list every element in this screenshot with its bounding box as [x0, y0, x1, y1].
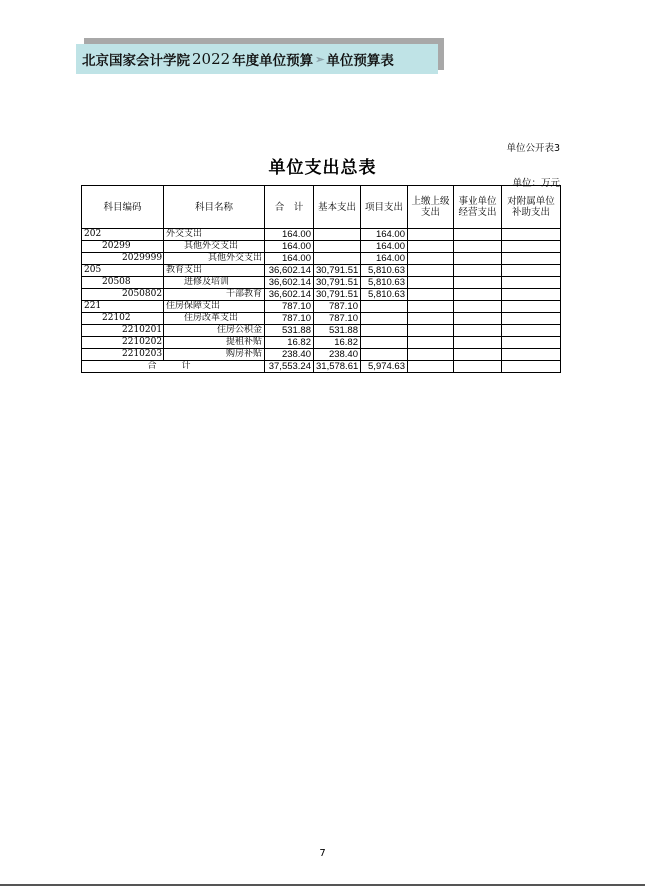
cell-subsidy	[502, 301, 561, 313]
total-subsidy	[502, 361, 561, 373]
cell-basic: 16.82	[314, 337, 361, 349]
cell-basic	[314, 229, 361, 241]
cell-subsidy	[502, 337, 561, 349]
cell-basic: 787.10	[314, 301, 361, 313]
cell-subsidy	[502, 229, 561, 241]
table-row	[82, 301, 561, 313]
cell-business	[454, 265, 502, 277]
cell-code: 2210202	[82, 337, 164, 349]
cell-name: 住房公积金	[164, 325, 265, 337]
cell-business	[454, 337, 502, 349]
header-year: 2022	[192, 50, 231, 68]
cell-subsidy	[502, 289, 561, 301]
col-header-basic: 基本支出	[314, 186, 361, 229]
cell-subsidy	[502, 313, 561, 325]
cell-business	[454, 313, 502, 325]
table-header-row	[82, 186, 561, 229]
cell-upper	[408, 301, 454, 313]
header-banner	[76, 44, 438, 74]
cell-upper	[408, 313, 454, 325]
cell-code: 2029999	[82, 253, 164, 265]
cell-business	[454, 277, 502, 289]
header-suffix: 年度单位预算	[232, 53, 314, 69]
table-row	[82, 337, 561, 349]
total-project: 5,974.63	[361, 361, 408, 373]
table-row	[82, 253, 561, 265]
cell-business	[454, 325, 502, 337]
cell-total: 164.00	[265, 241, 314, 253]
cell-basic: 238.40	[314, 349, 361, 361]
table-row	[82, 241, 561, 253]
cell-code: 20299	[82, 241, 164, 253]
total-row	[82, 361, 561, 373]
cell-basic	[314, 253, 361, 265]
cell-subsidy	[502, 253, 561, 265]
cell-name: 外交支出	[164, 229, 265, 241]
cell-name: 其他外交支出	[164, 241, 265, 253]
cell-upper	[408, 229, 454, 241]
footer-divider	[0, 884, 645, 886]
cell-name: 进修及培训	[164, 277, 265, 289]
table-row	[82, 277, 561, 289]
cell-total: 531.88	[265, 325, 314, 337]
col-header-name: 科目名称	[164, 186, 265, 229]
cell-code: 2210201	[82, 325, 164, 337]
cell-basic: 30,791.51	[314, 265, 361, 277]
cell-subsidy	[502, 265, 561, 277]
cell-business	[454, 289, 502, 301]
cell-subsidy	[502, 241, 561, 253]
cell-total: 16.82	[265, 337, 314, 349]
cell-total: 164.00	[265, 229, 314, 241]
col-header-subsidy: 对附属单位补助支出	[502, 186, 561, 229]
col-header-code: 科目编码	[82, 186, 164, 229]
cell-project: 5,810.63	[361, 277, 408, 289]
cell-basic	[314, 241, 361, 253]
cell-upper	[408, 277, 454, 289]
cell-upper	[408, 241, 454, 253]
cell-upper	[408, 325, 454, 337]
cell-business	[454, 301, 502, 313]
total-business	[454, 361, 502, 373]
total-total: 37,553.24	[265, 361, 314, 373]
cell-code: 221	[82, 301, 164, 313]
table-row	[82, 325, 561, 337]
cell-name: 住房保障支出	[164, 301, 265, 313]
cell-name: 住房改革支出	[164, 313, 265, 325]
table-row	[82, 349, 561, 361]
cell-basic: 30,791.51	[314, 289, 361, 301]
cell-total: 36,602.14	[265, 265, 314, 277]
cell-project	[361, 325, 408, 337]
cell-project: 164.00	[361, 241, 408, 253]
header-separator-icon: ➢	[315, 52, 325, 66]
table-row	[82, 289, 561, 301]
col-header-business: 事业单位经营支出	[454, 186, 502, 229]
cell-project: 5,810.63	[361, 265, 408, 277]
table-row	[82, 313, 561, 325]
cell-project	[361, 337, 408, 349]
total-upper	[408, 361, 454, 373]
cell-project	[361, 313, 408, 325]
cell-project	[361, 301, 408, 313]
cell-code: 2210203	[82, 349, 164, 361]
cell-project	[361, 349, 408, 361]
cell-project: 5,810.63	[361, 289, 408, 301]
cell-name: 提租补贴	[164, 337, 265, 349]
cell-project: 164.00	[361, 229, 408, 241]
cell-business	[454, 241, 502, 253]
cell-code: 202	[82, 229, 164, 241]
page-number: 7	[319, 848, 326, 859]
cell-basic: 30,791.51	[314, 277, 361, 289]
col-header-total: 合 计	[265, 186, 314, 229]
cell-code: 20508	[82, 277, 164, 289]
unit-note: 单位：万元	[512, 178, 560, 189]
cell-name: 购房补贴	[164, 349, 265, 361]
col-header-project: 项目支出	[361, 186, 408, 229]
cell-code: 22102	[82, 313, 164, 325]
cell-subsidy	[502, 325, 561, 337]
table-id: 单位公开表3	[506, 143, 560, 154]
cell-name: 干部教育	[164, 289, 265, 301]
cell-basic: 787.10	[314, 313, 361, 325]
cell-subsidy	[502, 349, 561, 361]
page-title: 单位支出总表	[268, 158, 377, 178]
cell-business	[454, 253, 502, 265]
cell-total: 36,602.14	[265, 289, 314, 301]
cell-code: 2050802	[82, 289, 164, 301]
cell-total: 787.10	[265, 301, 314, 313]
cell-code: 205	[82, 265, 164, 277]
header-section: 单位预算表	[326, 53, 394, 69]
cell-total: 164.00	[265, 253, 314, 265]
cell-name: 教育支出	[164, 265, 265, 277]
cell-upper	[408, 337, 454, 349]
cell-basic: 531.88	[314, 325, 361, 337]
cell-upper	[408, 349, 454, 361]
cell-upper	[408, 289, 454, 301]
cell-total: 36,602.14	[265, 277, 314, 289]
table-row	[82, 265, 561, 277]
total-basic: 31,578.61	[314, 361, 361, 373]
header-prefix: 北京国家会计学院	[82, 53, 190, 69]
cell-total: 787.10	[265, 313, 314, 325]
table-row	[82, 229, 561, 241]
cell-name: 其他外交支出	[164, 253, 265, 265]
cell-subsidy	[502, 277, 561, 289]
cell-project: 164.00	[361, 253, 408, 265]
cell-total: 238.40	[265, 349, 314, 361]
cell-business	[454, 229, 502, 241]
cell-upper	[408, 265, 454, 277]
cell-upper	[408, 253, 454, 265]
expenditure-table	[81, 185, 561, 373]
total-label: 合 计	[82, 361, 265, 373]
cell-business	[454, 349, 502, 361]
col-header-upper: 上缴上级支出	[408, 186, 454, 229]
